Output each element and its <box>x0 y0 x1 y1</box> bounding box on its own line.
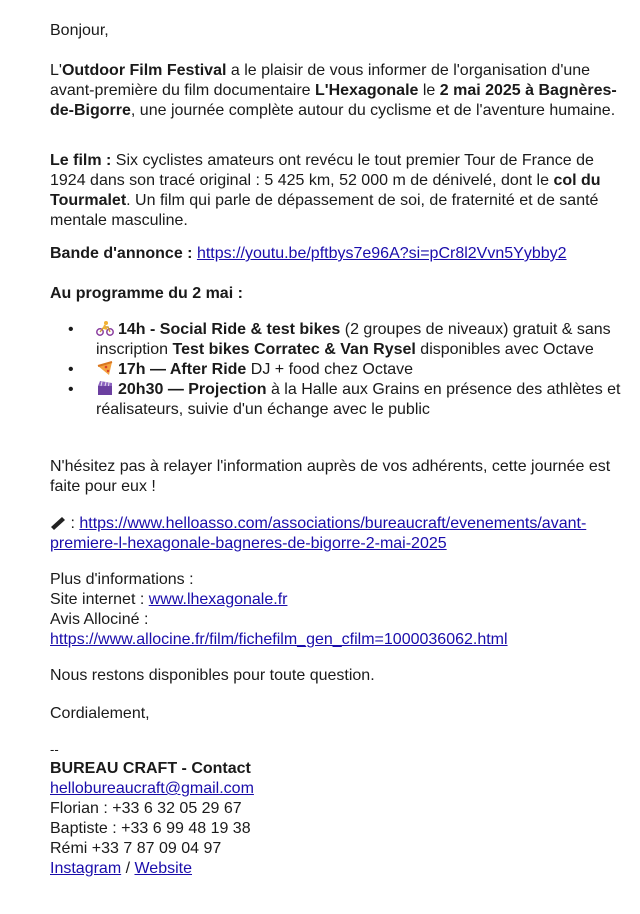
link-separator: / <box>121 860 135 877</box>
ticket-separator: : <box>66 515 80 532</box>
allocine-link[interactable]: https://www.allocine.fr/film/fichefilm_gen_cfilm=1000036062.html <box>50 631 508 648</box>
intro-text: le <box>418 82 440 99</box>
social-links <box>50 859 625 879</box>
intro-text: , une journée complète autour du cyclisme et de l'aventure humaine. <box>130 102 616 119</box>
program-item <box>50 380 625 420</box>
allocine-label: Avis Allociné : <box>50 611 149 628</box>
pizza-icon <box>96 360 114 376</box>
signature <box>50 740 625 879</box>
col-name: col du Tourmalet <box>50 172 601 209</box>
site-label: Site internet : <box>50 591 149 608</box>
instagram-link[interactable]: Instagram <box>50 860 122 877</box>
intro-text: L' <box>50 62 62 79</box>
website-link[interactable]: Website <box>134 860 192 877</box>
program-text: disponibles avec Octave <box>415 341 594 358</box>
phone-line: Rémi +33 7 87 09 04 97 <box>50 840 222 857</box>
phone-line: Florian : +33 6 32 05 29 67 <box>50 800 242 817</box>
program-list <box>50 320 625 420</box>
bullet: • <box>68 381 74 398</box>
signature-name: BUREAU CRAFT - Contact <box>50 760 251 777</box>
program-text: DJ + food chez Octave <box>246 361 414 378</box>
bullet: • <box>68 361 74 378</box>
film-name: L'Hexagonale <box>315 82 419 99</box>
signature-dashes: -- <box>50 742 59 757</box>
email-link[interactable]: hellobureaucraft@gmail.com <box>50 780 254 797</box>
program-item <box>50 320 625 360</box>
program-time-title: 14h - Social Ride & test bikes <box>118 321 341 338</box>
program-text: (2 groupes de niveaux) gratuit & sans inscription <box>96 321 611 358</box>
film-paragraph <box>50 151 625 231</box>
trailer-line <box>50 244 625 264</box>
clapper-board-icon <box>96 380 114 396</box>
intro-paragraph <box>50 61 625 121</box>
phone-line: Baptiste : +33 6 99 48 19 38 <box>50 820 251 837</box>
program-time-title: 17h — After Ride <box>118 361 247 378</box>
film-label: Le film : <box>50 152 112 169</box>
trailer-link[interactable]: https://youtu.be/pftbys7e96A?si=pCr8l2Vvn5Yybby2 <box>196 245 567 262</box>
film-text: Six cyclistes amateurs ont revécu le tout premier Tour de France de 1924 dans son tracé original : 5 425 km, 52 000 m de dénivelé, dont le <box>50 152 594 189</box>
program-time-title: 20h30 — Projection <box>118 381 267 398</box>
more-info <box>50 570 625 650</box>
more-info-title: Plus d'informations : <box>50 571 194 588</box>
ticket-icon <box>50 514 66 530</box>
film-text: . Un film qui parle de dépassement de soi, de fraternité et de santé mentale masculine. <box>50 192 599 229</box>
bullet: • <box>68 321 74 338</box>
program-title: Au programme du 2 mai : <box>50 285 243 302</box>
ticket-link[interactable]: https://www.helloasso.com/associations/bureaucraft/evenements/avant-premiere-l-hexagonale-bagneres-de-bigorre-2-mai-2025 <box>50 515 587 552</box>
trailer-label: Bande d'annonce : <box>50 245 193 262</box>
bicyclist-icon <box>96 320 114 336</box>
event-date-place: 2 mai 2025 à Bagnères-de-Bigorre <box>50 82 617 119</box>
festival-name: Outdoor Film Festival <box>61 62 227 79</box>
relay-paragraph: N'hésitez pas à relayer l'information auprès de vos adhérents, cette journée est faite pour eux ! <box>50 458 611 495</box>
ticket-line <box>50 514 625 554</box>
program-text: à la Halle aux Grains en présence des athlètes et réalisateurs, suivie d'un échange avec le public <box>96 381 621 418</box>
available-line: Nous restons disponibles pour toute question. <box>50 667 375 684</box>
site-link[interactable]: www.lhexagonale.fr <box>148 591 288 608</box>
program-highlight: Test bikes Corratec & Van Rysel <box>172 341 416 358</box>
program-item <box>50 360 625 380</box>
greeting: Bonjour, <box>50 22 109 39</box>
closing-line: Cordialement, <box>50 705 150 722</box>
intro-text: a le plaisir de vous informer de l'organisation d'une avant-première du film documentaire <box>50 62 591 99</box>
